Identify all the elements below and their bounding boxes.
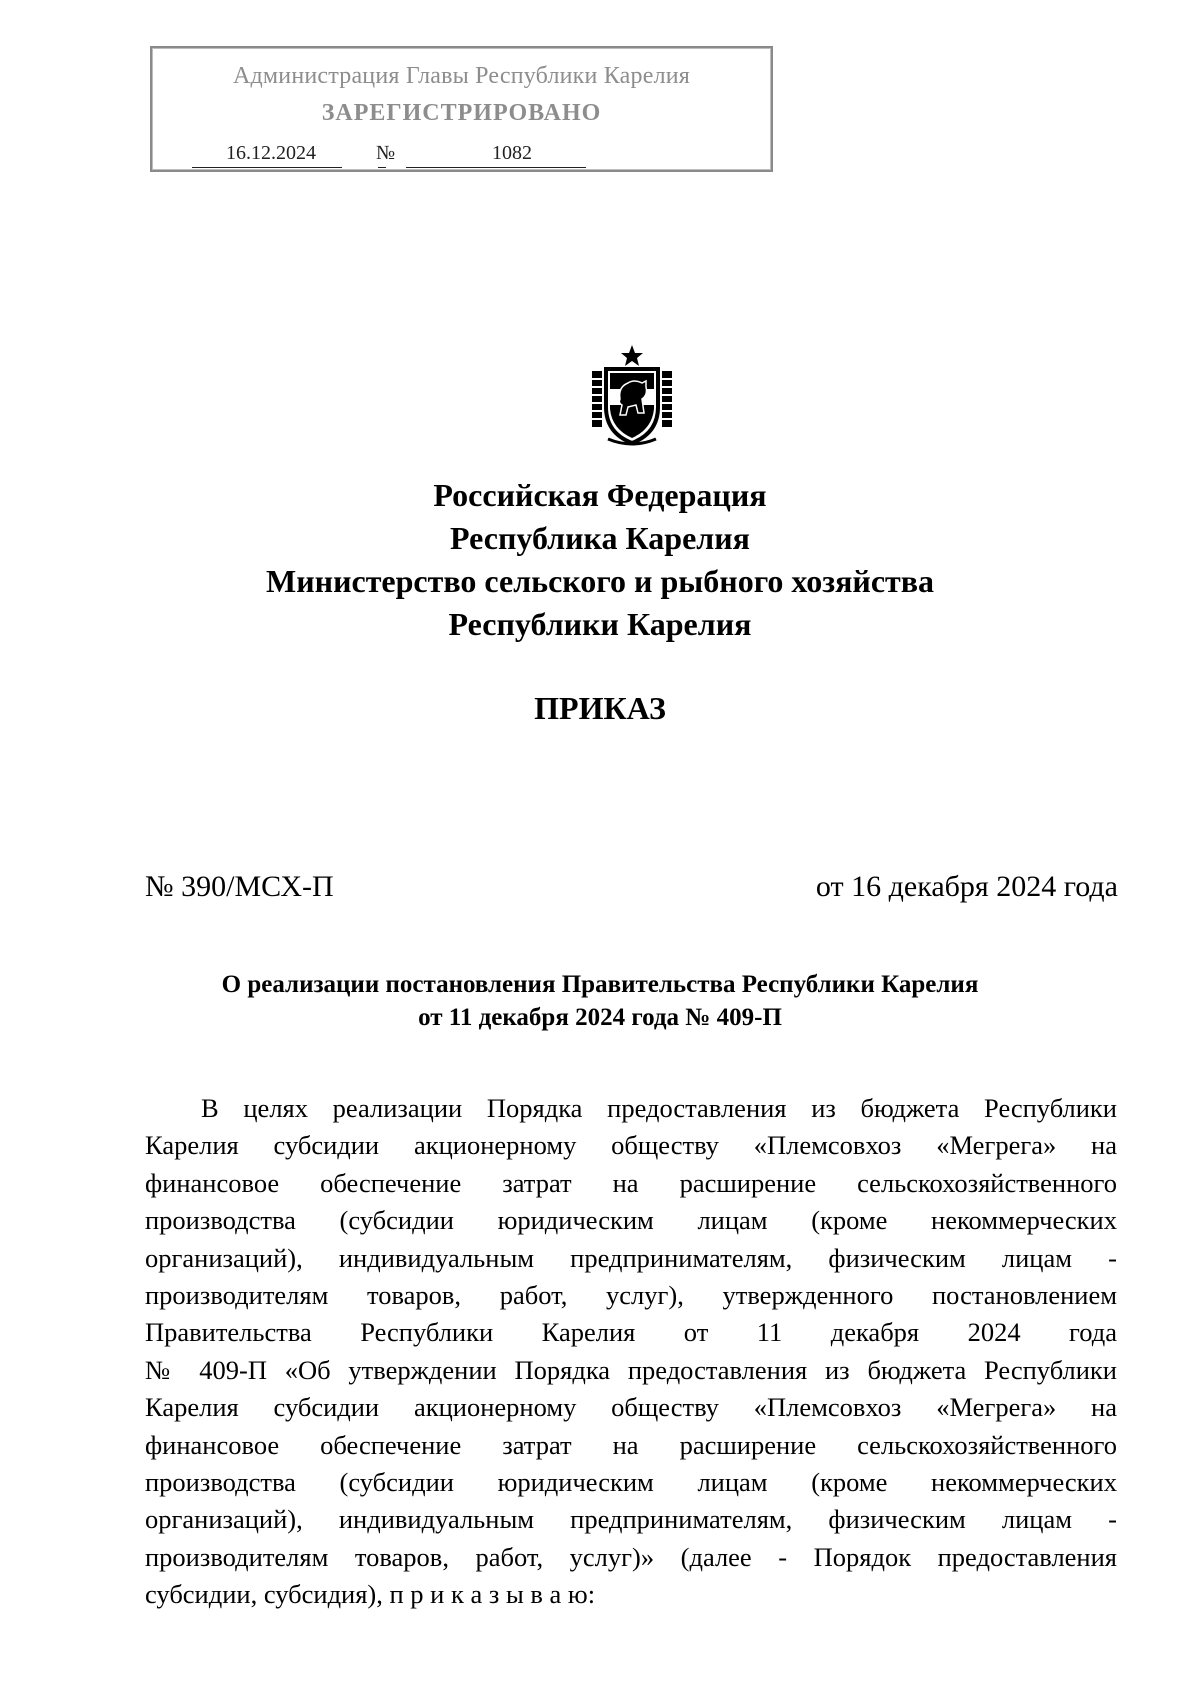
body-line: производства (субсидии юридическим лицам (кроме некоммерческих bbox=[145, 1466, 1117, 1497]
stamp-status: ЗАРЕГИСТРИРОВАНО bbox=[321, 100, 602, 126]
stamp-underline bbox=[192, 167, 342, 168]
stamp-number: 1082 bbox=[492, 142, 532, 164]
body-line: Карелия субсидии акционерному обществу «Племсовхоз «Мегрега» на bbox=[145, 1130, 1117, 1161]
stamp-registration-line bbox=[192, 142, 752, 170]
body-line: производителям товаров, работ, услуг)» (далее - Порядок предоставления bbox=[145, 1541, 1117, 1572]
stamp-underline bbox=[406, 167, 586, 168]
body-line: Правительства Республики Карелия от 11 декабря 2024 года bbox=[145, 1317, 1117, 1348]
subject-line: О реализации постановления Правительства Республики Карелия bbox=[221, 971, 979, 998]
body-line: финансовое обеспечение затрат на расширение сельскохозяйственного bbox=[145, 1429, 1117, 1460]
stamp-number-sign: № bbox=[376, 142, 396, 164]
body-line: производства (субсидии юридическим лицам (кроме некоммерческих bbox=[145, 1205, 1117, 1236]
body-line: производителям товаров, работ, услуг), утвержденного постановлением bbox=[145, 1279, 1117, 1310]
body-line: организаций), индивидуальным предпринимателям, физическим лицам - bbox=[145, 1242, 1117, 1273]
header-line-ministry-region: Республики Карелия bbox=[448, 606, 752, 642]
body-line: субсидии, субсидия), п р и к а з ы в а ю: bbox=[145, 1579, 596, 1610]
header-line-country: Российская Федерация bbox=[433, 477, 767, 513]
document-header bbox=[0, 474, 1200, 646]
body-line: № 409-П «Об утверждении Порядка предоставления из бюджета Республики bbox=[145, 1354, 1117, 1385]
document-type-title: ПРИКАЗ bbox=[534, 690, 666, 726]
body-line: Карелия субсидии акционерному обществу «Племсовхоз «Мегрега» на bbox=[145, 1392, 1117, 1423]
order-date: от 16 декабря 2024 года bbox=[815, 870, 1118, 903]
order-subject bbox=[0, 968, 1200, 1034]
karelia-coat-of-arms-icon bbox=[586, 343, 678, 447]
body-line: В целях реализации Порядка предоставления из бюджета Республики bbox=[201, 1093, 1117, 1123]
stamp-date: 16.12.2024 bbox=[226, 142, 316, 164]
order-number: № 390/МСХ-П bbox=[145, 870, 334, 903]
body-line: финансовое обеспечение затрат на расширение сельскохозяйственного bbox=[145, 1167, 1117, 1198]
header-line-ministry: Министерство сельского и рыбного хозяйства bbox=[265, 563, 935, 599]
subject-line: от 11 декабря 2024 года № 409-П bbox=[418, 1004, 782, 1031]
stamp-underline bbox=[378, 167, 386, 168]
stamp-authority: Администрация Главы Республики Карелия bbox=[232, 63, 691, 89]
body-line: организаций), индивидуальным предпринимателям, физическим лицам - bbox=[145, 1504, 1117, 1535]
registration-stamp bbox=[150, 46, 773, 172]
body-paragraph bbox=[145, 1090, 1117, 1613]
header-line-republic: Республика Карелия bbox=[450, 520, 750, 556]
